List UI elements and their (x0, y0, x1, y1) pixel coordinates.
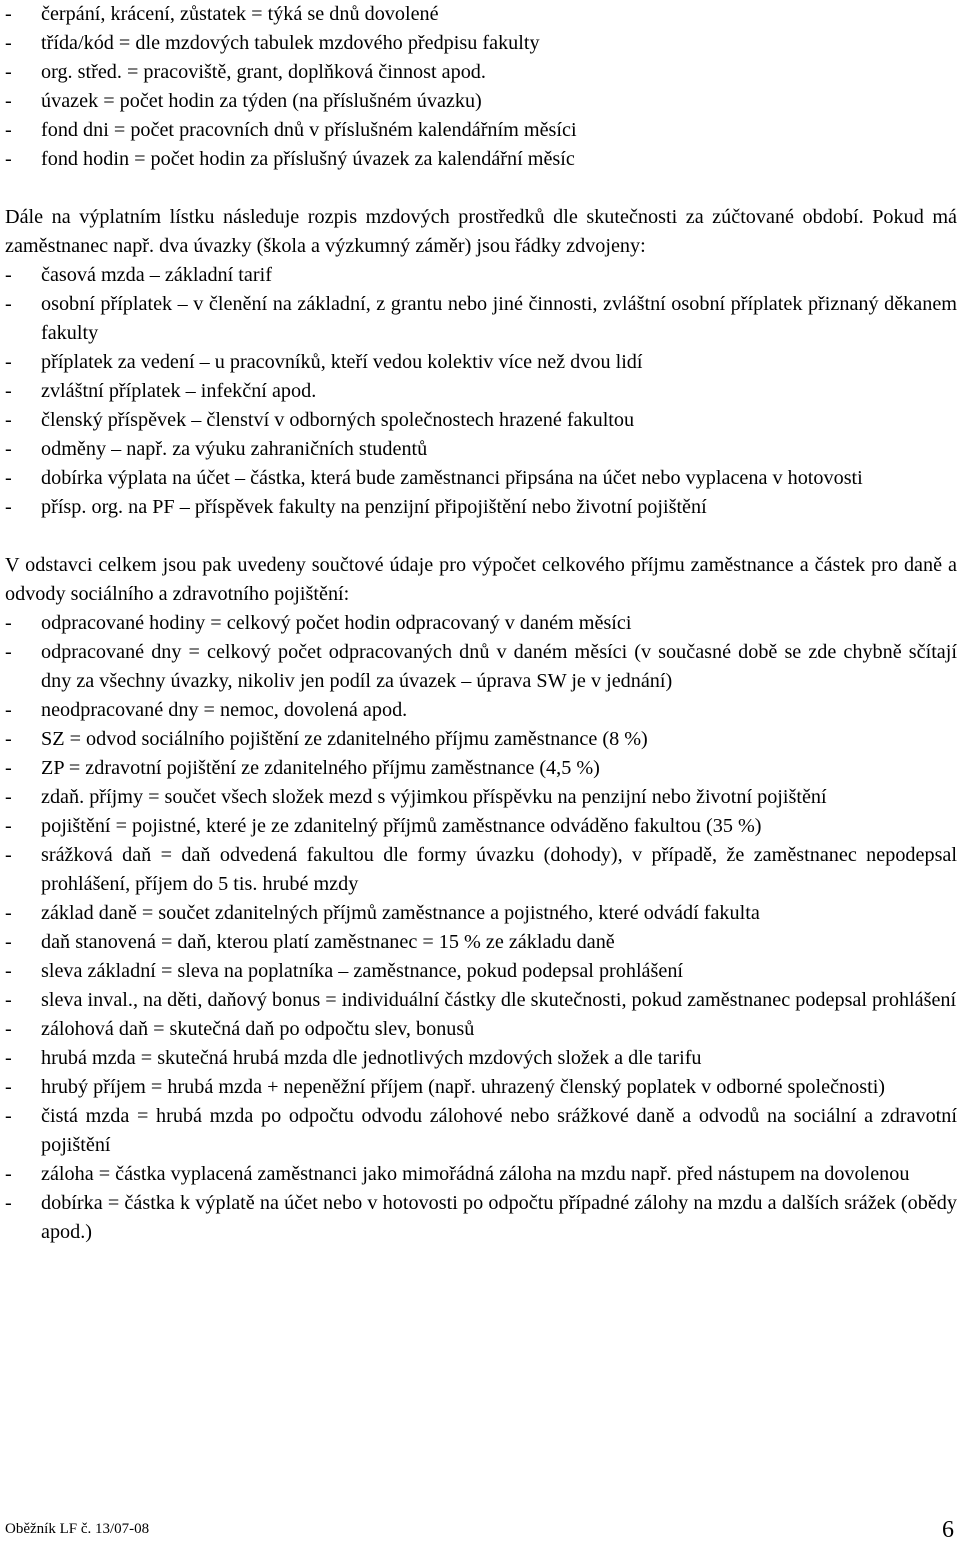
list-item-text: třída/kód = dle mzdových tabulek mzdového předpisu fakulty (41, 32, 540, 54)
list-bullet-dash: - (5, 293, 12, 315)
list-item (5, 1160, 957, 1189)
list-item-text: sleva inval., na děti, daňový bonus = individuální částky dle skutečnosti, pokud zaměstnanec podepsal prohlášení (41, 989, 957, 1011)
list-bullet-dash: - (5, 119, 12, 141)
list-item-text: dobírka výplata na účet – částka, která bude zaměstnanci připsána na účet nebo vyplacena v hotovosti (41, 467, 863, 489)
spacer (5, 522, 957, 551)
list-item-text: příplatek za vedení – u pracovníků, kteří vedou kolektiv více než dvou lidí (41, 351, 643, 373)
list-item-text: čistá mzda = hrubá mzda po odpočtu odvodu zálohové nebo srážkové daně a odvodů na sociální a zdravotní pojištění (41, 1105, 957, 1156)
list-item (5, 116, 957, 145)
list-item-text: přísp. org. na PF – příspěvek fakulty na penzijní připojištění nebo životní pojištění (41, 496, 707, 518)
list-bullet-dash: - (5, 3, 12, 25)
list-item (5, 29, 957, 58)
list-item-text: neodpracované dny = nemoc, dovolená apod. (41, 699, 408, 721)
list-item (5, 754, 957, 783)
list-bullet-dash: - (5, 960, 12, 982)
list-item (5, 290, 957, 348)
list-item (5, 899, 957, 928)
list-item (5, 1189, 957, 1247)
list-item (5, 725, 957, 754)
list-bullet-dash: - (5, 90, 12, 112)
list-item-text: osobní příplatek – v členění na základní, z grantu nebo jiné činnosti, zvláštní osobní příplatek přiznaný děkanem fakulty (41, 293, 957, 344)
list-item-text: zvláštní příplatek – infekční apod. (41, 380, 317, 402)
list-bullet-dash: - (5, 612, 12, 634)
list-bullet-dash: - (5, 1105, 12, 1127)
list-item-text: základ daně = součet zdanitelných příjmů zaměstnance a pojistného, které odvádí fakulta (41, 902, 760, 924)
list-item-text: odměny – např. za výuku zahraničních studentů (41, 438, 428, 460)
list-item-text: úvazek = počet hodin za týden (na příslušném úvazku) (41, 90, 482, 112)
list-item-text: org. střed. = pracoviště, grant, doplňková činnost apod. (41, 61, 486, 83)
list-item-text: odpracované hodiny = celkový počet hodin odpracovaný v daném měsíci (41, 612, 632, 634)
list-item-text: pojištění = pojistné, které je ze zdanitelný příjmů zaměstnance odváděno fakultou (35 %) (41, 815, 762, 837)
list-bullet-dash: - (5, 786, 12, 808)
list-bullet-dash: - (5, 815, 12, 837)
payslip-header-terms-list (5, 0, 957, 174)
list-bullet-dash: - (5, 641, 12, 663)
list-bullet-dash: - (5, 409, 12, 431)
list-item-text: zálohová daň = skutečná daň po odpočtu slev, bonusů (41, 1018, 475, 1040)
list-item-text: ZP = zdravotní pojištění ze zdanitelného příjmu zaměstnance (4,5 %) (41, 757, 600, 779)
list-bullet-dash: - (5, 351, 12, 373)
list-bullet-dash: - (5, 757, 12, 779)
list-bullet-dash: - (5, 1076, 12, 1098)
list-bullet-dash: - (5, 844, 12, 866)
list-item (5, 0, 957, 29)
list-item-text: čerpání, krácení, zůstatek = týká se dnů dovolené (41, 3, 439, 25)
wage-components-list (5, 261, 957, 522)
totals-terms-list (5, 609, 957, 1247)
list-item-text: odpracované dny = celkový počet odpracovaných dnů v daném měsíci (v současné době se zde chybně sčítají dny za všechny úvazky, nikoliv jen podíl za úvazek – úprava SW je v jednání) (41, 641, 957, 692)
list-item-text: SZ = odvod sociálního pojištění ze zdanitelného příjmu zaměstnance (8 %) (41, 728, 648, 750)
page-number: 6 (942, 1517, 954, 1543)
list-bullet-dash: - (5, 902, 12, 924)
list-bullet-dash: - (5, 264, 12, 286)
list-item (5, 261, 957, 290)
list-item (5, 1102, 957, 1160)
list-item (5, 928, 957, 957)
list-item (5, 464, 957, 493)
list-item (5, 1044, 957, 1073)
footer-circular-reference: Oběžník LF č. 13/07-08 (5, 1521, 150, 1537)
list-bullet-dash: - (5, 989, 12, 1011)
list-bullet-dash: - (5, 931, 12, 953)
paragraph-breakdown-intro: Dále na výplatním lístku následuje rozpis mzdových prostředků dle skutečnosti za zúčtované období. Pokud má zaměstnanec např. dva úvazky (škola a výzkumný záměr) jsou řádky zdvojeny: (5, 206, 957, 257)
list-item (5, 841, 957, 899)
list-bullet-dash: - (5, 380, 12, 402)
spacer (5, 174, 957, 203)
list-bullet-dash: - (5, 61, 12, 83)
list-bullet-dash: - (5, 467, 12, 489)
list-item-text: fond hodin = počet hodin za příslušný úvazek za kalendářní měsíc (41, 148, 575, 170)
list-item-text: daň stanovená = daň, kterou platí zaměstnanec = 15 % ze základu daně (41, 931, 615, 953)
document-body (5, 0, 957, 1247)
list-bullet-dash: - (5, 699, 12, 721)
list-item (5, 609, 957, 638)
list-item (5, 145, 957, 174)
list-item-text: fond dni = počet pracovních dnů v příslušném kalendářním měsíci (41, 119, 577, 141)
list-item (5, 986, 957, 1015)
list-item-text: hrubý příjem = hrubá mzda + nepeněžní příjem (např. uhrazený členský poplatek v odborné společnosti) (41, 1076, 886, 1098)
list-bullet-dash: - (5, 496, 12, 518)
list-item (5, 406, 957, 435)
list-item (5, 783, 957, 812)
list-item (5, 377, 957, 406)
list-item-text: záloha = částka vyplacená zaměstnanci jako mimořádná záloha na mzdu např. před nástupem na dovolenou (41, 1163, 910, 1185)
list-bullet-dash: - (5, 1018, 12, 1040)
list-bullet-dash: - (5, 1192, 12, 1214)
list-item (5, 696, 957, 725)
list-bullet-dash: - (5, 148, 12, 170)
list-item-text: dobírka = částka k výplatě na účet nebo v hotovosti po odpočtu případné zálohy na mzdu a dalších srážek (obědy apod.) (41, 1192, 957, 1243)
list-bullet-dash: - (5, 438, 12, 460)
list-item (5, 348, 957, 377)
list-bullet-dash: - (5, 1047, 12, 1069)
list-item (5, 493, 957, 522)
list-bullet-dash: - (5, 1163, 12, 1185)
list-item (5, 58, 957, 87)
list-item (5, 87, 957, 116)
paragraph-totals-intro: V odstavci celkem jsou pak uvedeny součtové údaje pro výpočet celkového příjmu zaměstnance a částek pro daně a odvody sociálního a zdravotního pojištění: (5, 554, 957, 605)
list-item-text: zdaň. příjmy = součet všech složek mezd s výjimkou příspěvku na penzijní nebo životní pojištění (41, 786, 827, 808)
list-item-text: srážková daň = daň odvedená fakultou dle formy úvazku (dohody), v případě, že zaměstnanec nepodepsal prohlášení, příjem do 5 tis. hrubé mzdy (41, 844, 957, 895)
list-item (5, 812, 957, 841)
list-bullet-dash: - (5, 728, 12, 750)
list-item (5, 638, 957, 696)
list-item-text: časová mzda – základní tarif (41, 264, 272, 286)
list-item (5, 957, 957, 986)
list-item (5, 435, 957, 464)
list-item-text: hrubá mzda = skutečná hrubá mzda dle jednotlivých mzdových složek a dle tarifu (41, 1047, 702, 1069)
list-item-text: sleva základní = sleva na poplatníka – zaměstnance, pokud podepsal prohlášení (41, 960, 684, 982)
list-item (5, 1015, 957, 1044)
list-item-text: členský příspěvek – členství v odborných společnostech hrazené fakultou (41, 409, 635, 431)
list-bullet-dash: - (5, 32, 12, 54)
list-item (5, 1073, 957, 1102)
